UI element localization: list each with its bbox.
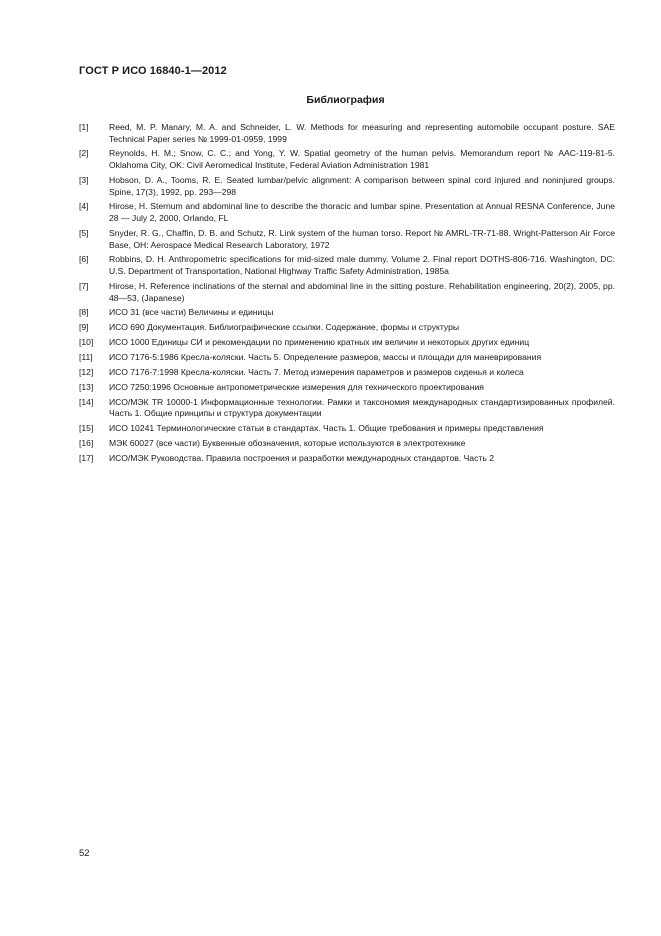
bibliography-entry [79,281,615,304]
entry-number: [16] [79,438,94,449]
entry-number: [15] [79,423,94,434]
bibliography-entry [79,322,615,334]
entry-number: [9] [79,322,89,333]
entry-text: ИСО 690 Документация. Библиографические ссылки. Содержание, формы и структуры [109,322,460,333]
entry-number: [11] [79,352,93,363]
entry-number: [4] [79,201,89,212]
bibliography-entry [79,307,615,319]
bibliography-entry [79,148,615,171]
document-header: ГОСТ Р ИСО 16840-1—2012 [79,65,227,77]
bibliography-entry [79,122,615,145]
bibliography-entry [79,228,615,251]
entry-text: Hirose, H. Reference inclinations of the sternal and abdominal line in the sitting posture. Rehabilitation engineering, 20(2), 2005, pp. 48—53, (Japanese) [109,280,615,303]
entry-text: ИСО 7176-5:1986 Кресла-коляски. Часть 5. Определение размеров, массы и площади для маневрирования [109,352,542,363]
entry-number: [1] [79,122,89,132]
bibliography-entry [79,367,615,379]
entry-number: [6] [79,254,89,265]
entry-text: Hobson, D. A., Tooms, R. E. Seated lumbar/pelvic alignment: A comparison between spinal cord injured and noninjured groups. Spine, 17(3), 1992, pp. 293—298 [109,174,615,197]
bibliography-entry [79,201,615,224]
entry-text: ИСО 10241 Терминологические статьи в стандартах. Часть 1. Общие требования и примеры представления [109,423,544,434]
entry-text: Hirose, H. Sternum and abdominal line to describe the thoracic and lumbar spine. Presentation at Annual RESNA Conference, June 28 — July 2, 2000, Orlando, FL [109,201,615,224]
entry-text: ИСО 7250:1996 Основные антропометрические измерения для технического проектирования [109,381,484,392]
bibliography-list [79,122,615,468]
entry-number: [5] [79,227,89,238]
entry-text: МЭК 60027 (все части) Буквенные обозначения, которые используются в электротехнике [109,438,466,449]
entry-number: [17] [79,453,94,463]
entry-text: ИСО 7176-7:1998 Кресла-коляски. Часть 7. Метод измерения параметров и размеров сиденья и колеса [109,366,524,377]
entry-text: Robbins, D. H. Anthropometric specifications for mid-sized male dummy. Volume 2. Final report DOTHS-806-716. Washington, DC: U.S. Department of Transportation, National Highway Traffic Safety Administration, 1985a [109,254,615,277]
bibliography-entry [79,352,615,364]
entry-number: [12] [79,366,94,377]
bibliography-entry [79,382,615,394]
entry-text: ИСО/МЭК TR 10000-1 Информационные технологии. Рамки и таксономия международных стандартизированных профилей. Часть 1. Общие принципы и структура документации [109,396,615,419]
bibliography-entry [79,438,615,450]
entry-text: ИСО 1000 Единицы СИ и рекомендации по применению кратных им величин и некоторых других единиц [109,337,530,348]
bibliography-entry [79,337,615,349]
section-title: Библиография [306,94,385,106]
page-number: 52 [79,848,90,859]
entry-number: [7] [79,280,89,291]
entry-number: [3] [79,174,89,185]
bibliography-entry [79,254,615,277]
entry-number: [14] [79,396,94,407]
entry-number: [10] [79,337,94,348]
entry-text: Reynolds, H. M.; Snow, C. C.; and Yong, Y. W. Spatial geometry of the human pelvis. Memorandum report № AAC-119-81-5. Oklahoma City, OK: Civil Aeromedical Institute, Federal Aviation Administration 1981 [109,148,615,171]
entry-number: [13] [79,381,94,392]
entry-text: ИСО 31 (все части) Величины и единицы [109,307,274,318]
bibliography-entry [79,397,615,420]
entry-number: [8] [79,307,89,318]
bibliography-entry [79,423,615,435]
entry-text: ИСО/МЭК Руководства. Правила построения и разработки международных стандартов. Часть 2 [109,453,494,463]
entry-text: Reed, M. P. Manary, M. A. and Schneider, L. W. Methods for measuring and representing automobile occupant posture. SAE Technical Paper series № 1999-01-0959, 1999 [109,122,615,144]
entry-text: Snyder, R. G., Chaffin, D. B. and Schutz, R. Link system of the human torso. Report № AMRL-TR-71-88. Wright-Patterson Air Force Base, OH: Aerospace Medical Research Laboratory, 1972 [109,227,615,250]
entry-number: [2] [79,148,89,159]
bibliography-entry [79,453,615,465]
bibliography-entry [79,175,615,198]
